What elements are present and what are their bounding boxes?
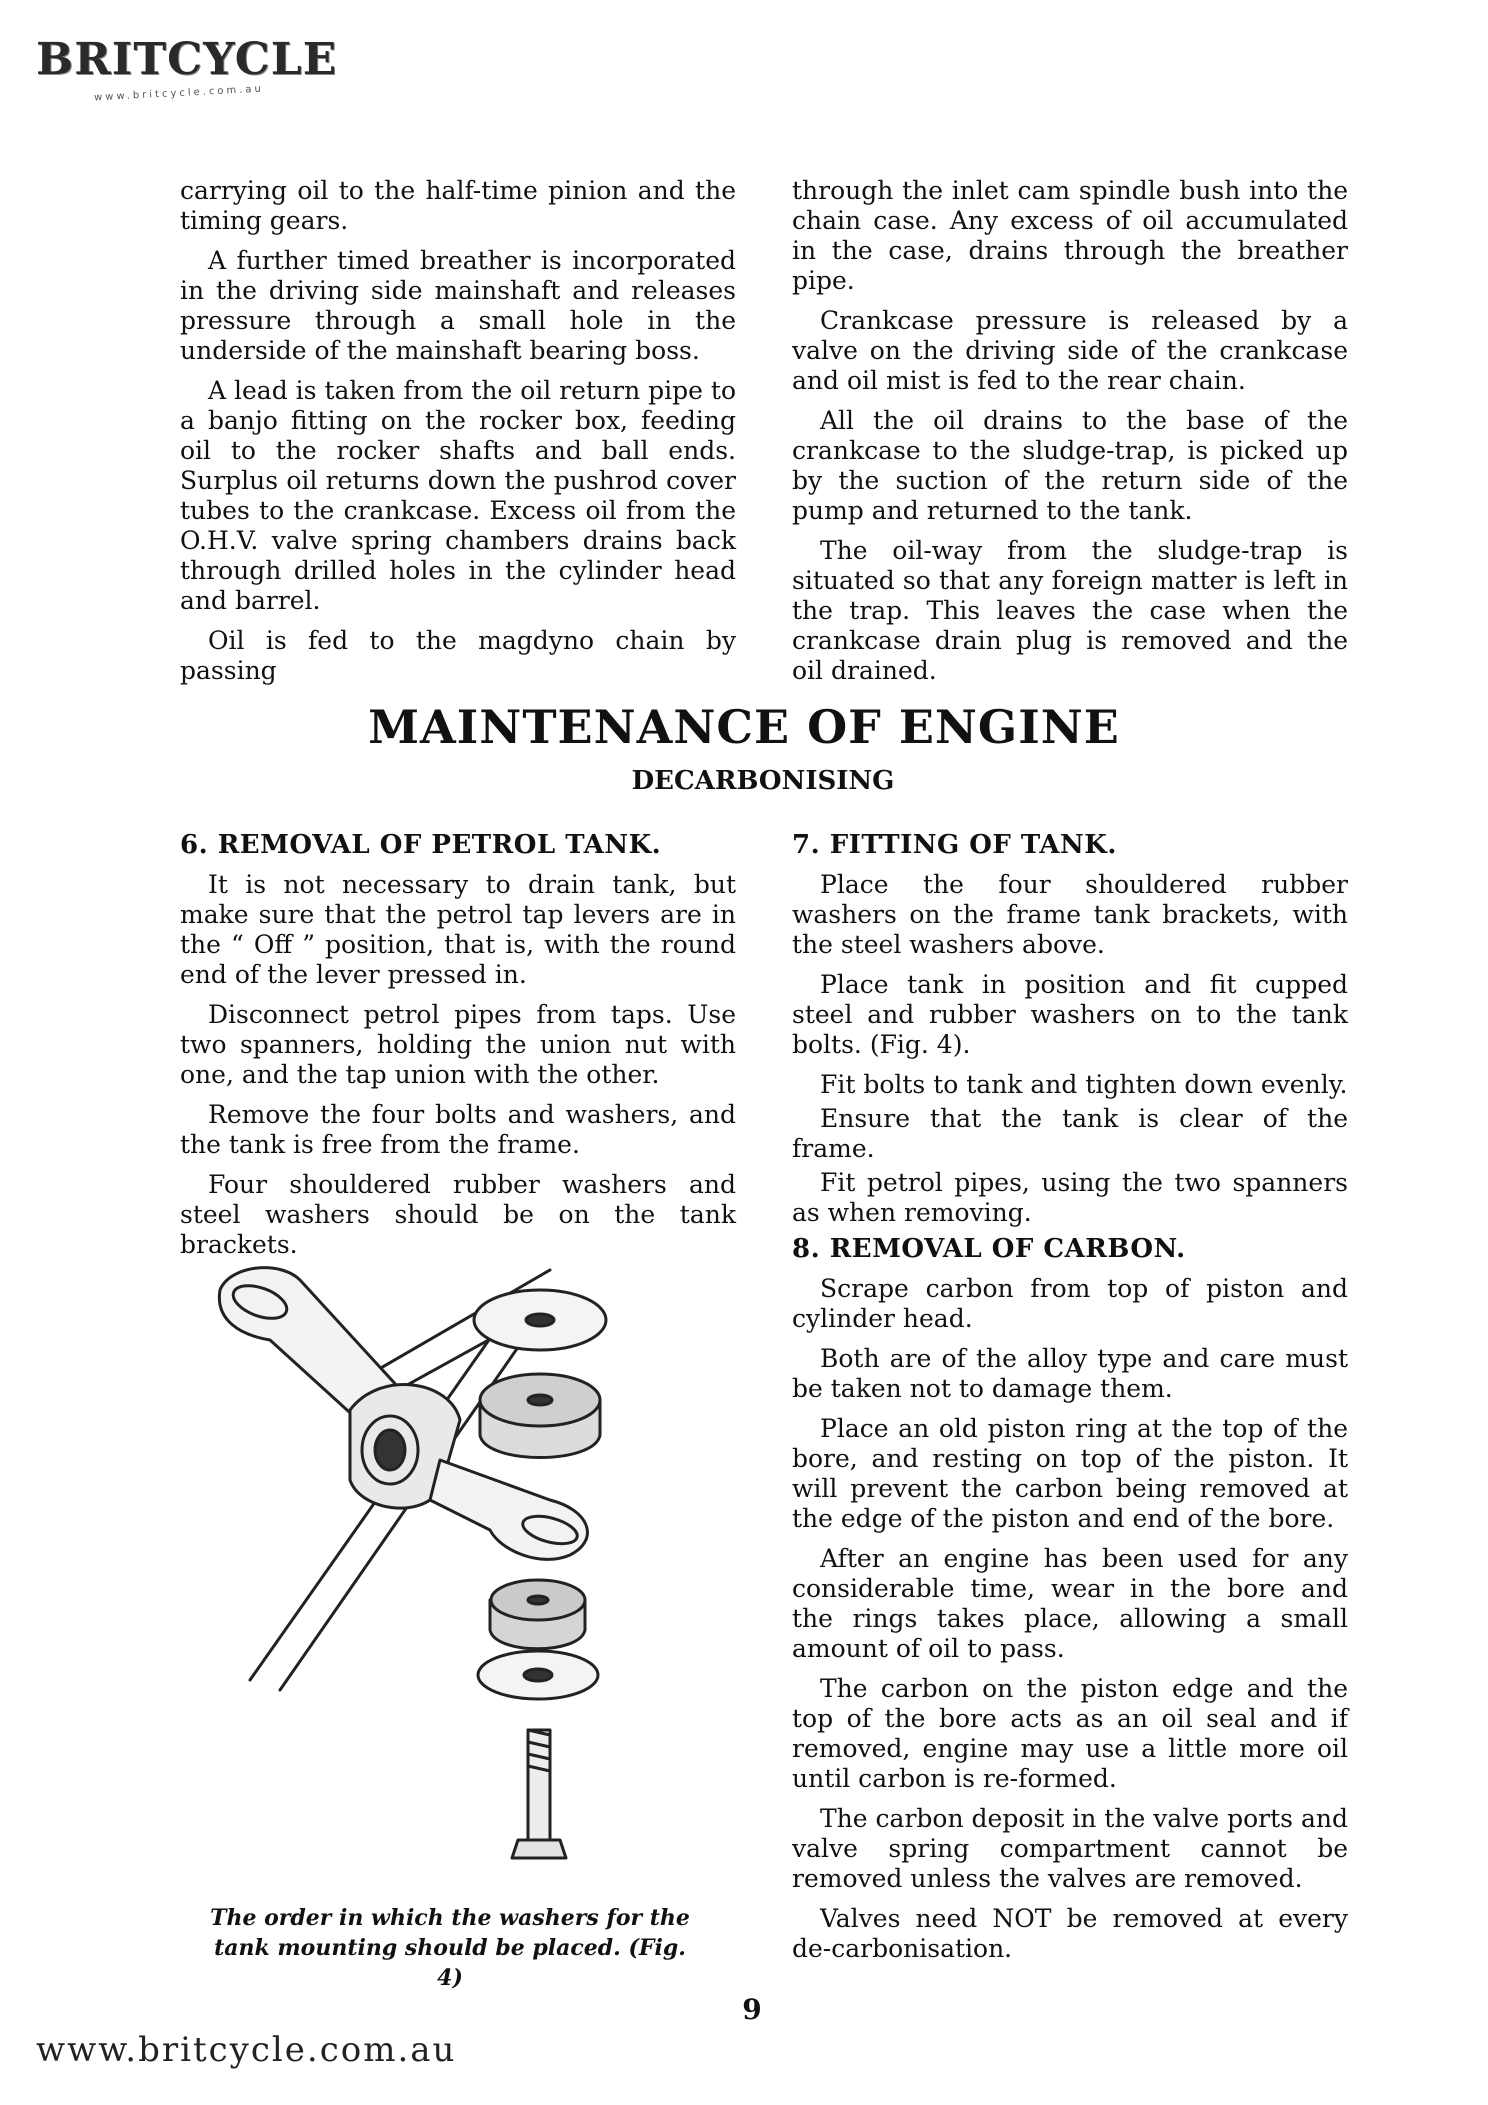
- paragraph: After an engine has been used for any considerable time, wear in the bore and the rings takes place, allowing a small amount of oil to pass.: [792, 1544, 1348, 1663]
- bolt-head: [512, 1840, 566, 1858]
- paragraph: Fit bolts to tank and tighten down evenly.: [820, 1070, 1348, 1099]
- section-heading: 6. REMOVAL OF PETROL TANK.: [180, 830, 662, 860]
- page-number: 9: [742, 1993, 762, 2026]
- paragraph: The carbon on the piston edge and the top of the bore acts as an oil seal and if removed, engine may use a little more oil until carbon is re-formed.: [792, 1674, 1348, 1793]
- paragraph: Crankcase pressure is released by a valve on the driving side of the crankcase and oil mist is fed to the rear chain.: [792, 306, 1348, 395]
- paragraph: Both are of the alloy type and care must be taken not to damage them.: [792, 1344, 1348, 1403]
- boss-hole-inner: [375, 1430, 405, 1470]
- paragraph: Place the four shouldered rubber washers on the frame tank brackets, with the steel washers above.: [792, 870, 1348, 959]
- top-right-column: [792, 176, 1348, 696]
- paragraph: A further timed breather is incorporated in the driving side mainshaft and releases pressure through a small hole in the underside of the mainshaft bearing boss.: [180, 246, 736, 365]
- washer-hole: [524, 1669, 552, 1681]
- paragraph: A lead is taken from the oil return pipe to a banjo fitting on the rocker box, feeding oil to the rocker shafts and ball ends. Surplus oil returns down the pushrod cover tubes to the crankcase. Excess oil from the O.H.V. valve spring chambers drains back through drilled holes in the cylinder head and barrel.: [180, 376, 736, 615]
- paragraph: Place an old piston ring at the top of the bore, and resting on top of the piston. It will prevent the carbon being removed at the edge of the piston and end of the bore.: [792, 1414, 1348, 1533]
- footer-url: www.britcycle.com.au: [36, 2030, 457, 2070]
- tank-mounting-figure: [210, 1250, 680, 1870]
- page-title: MAINTENANCE OF ENGINE: [368, 700, 1120, 754]
- britcycle-logo: [36, 34, 338, 114]
- paragraph: The oil-way from the sludge-trap is situated so that any foreign matter is left in the trap. This leaves the case when the crankcase drain plug is removed and the oil drained.: [792, 536, 1348, 685]
- paragraph: The carbon deposit in the valve ports and valve spring compartment cannot be removed unless the valves are removed.: [792, 1804, 1348, 1893]
- paragraph: Place tank in position and fit cupped steel and rubber washers on to the tank bolts. (Fig. 4).: [792, 970, 1348, 1059]
- page-subtitle: DECARBONISING: [631, 766, 895, 796]
- paragraph: All the oil drains to the base of the crankcase to the sludge-trap, is picked up by the suction of the return side of the pump and returned to the tank.: [792, 406, 1348, 525]
- logo-url: www.britcycle.com.au: [93, 83, 265, 104]
- figure-caption: The order in which the washers for the tank mounting should be placed. (Fig. 4): [210, 1905, 690, 1991]
- paragraph: Ensure that the tank is clear of the frame.: [792, 1104, 1348, 1163]
- washer-hole: [528, 1596, 548, 1604]
- paragraph: carrying oil to the half-time pinion and the timing gears.: [180, 176, 736, 235]
- section-6: [180, 830, 736, 1270]
- paragraph: Oil is fed to the magdyno chain by passing: [180, 626, 736, 685]
- section-7: [792, 830, 1348, 1238]
- section-heading: 7. FITTING OF TANK.: [792, 830, 1117, 860]
- top-left-column: [180, 176, 736, 696]
- paragraph: Valves need NOT be removed at every de-carbonisation.: [792, 1904, 1348, 1963]
- logo-text: BRITCYCLE: [36, 34, 338, 85]
- paragraph: Disconnect petrol pipes from taps. Use two spanners, holding the union nut with one, and the tap union with the other.: [180, 1000, 736, 1089]
- washer-hole: [526, 1314, 554, 1326]
- paragraph: through the inlet cam spindle bush into the chain case. Any excess of oil accumulated in the case, drains through the breather pipe.: [792, 176, 1348, 295]
- paragraph: Remove the four bolts and washers, and the tank is free from the frame.: [180, 1100, 736, 1159]
- paragraph: Fit petrol pipes, using the two spanners as when removing.: [792, 1168, 1348, 1227]
- paragraph: Four shouldered rubber washers and steel washers should be on the tank brackets.: [180, 1170, 736, 1259]
- paragraph: Scrape carbon from top of piston and cylinder head.: [792, 1274, 1348, 1333]
- section-heading: 8. REMOVAL OF CARBON.: [792, 1234, 1186, 1264]
- washer-hole: [528, 1395, 552, 1405]
- paragraph: It is not necessary to drain tank, but make sure that the petrol tap levers are in the “ Off ” position, that is, with the round end of the lever pressed in.: [180, 870, 736, 989]
- section-8: [792, 1234, 1348, 1974]
